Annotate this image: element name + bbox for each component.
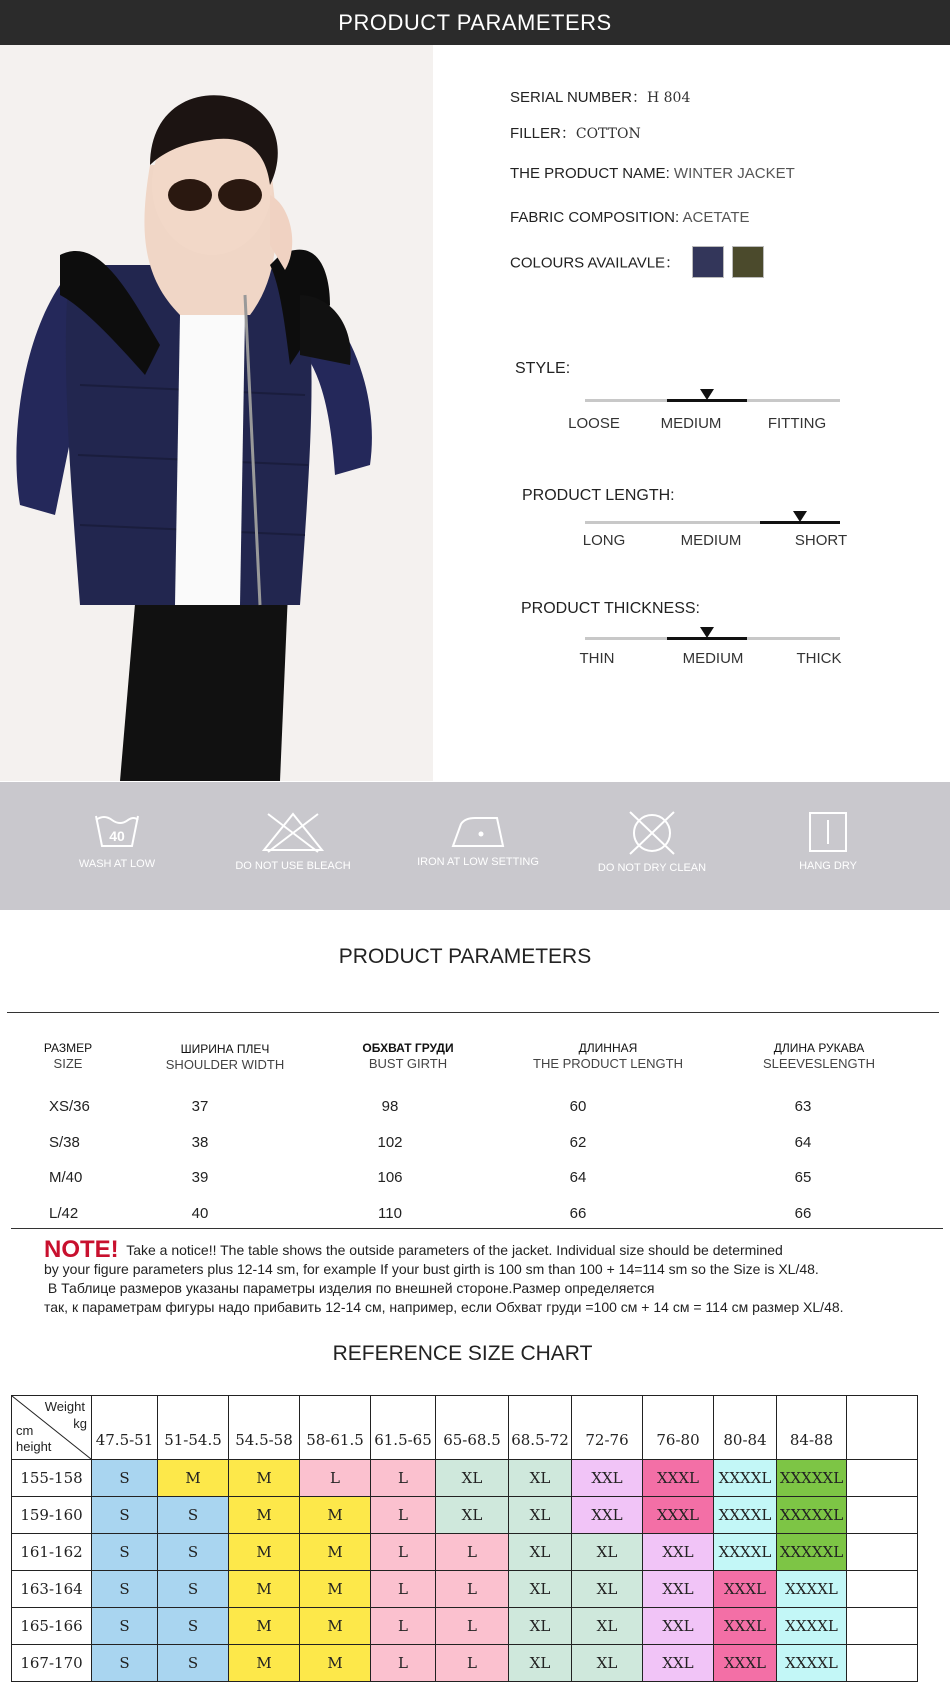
care-iron xyxy=(388,810,568,868)
size-cell xyxy=(847,1608,918,1645)
size-cell: XXXXL xyxy=(777,1571,847,1608)
size-cell: XL xyxy=(509,1460,572,1497)
size-cell: XXXL xyxy=(714,1571,777,1608)
weight-header-cell: 58-61.5 xyxy=(300,1396,371,1460)
size-cell: S xyxy=(92,1460,158,1497)
size-cell: L xyxy=(436,1571,509,1608)
param-value-cell: 98 xyxy=(381,1098,399,1115)
length-option-short: SHORT xyxy=(794,532,848,549)
size-cell: XXXXL xyxy=(777,1608,847,1645)
corner-cm-label: cm xyxy=(16,1423,34,1438)
care-wash-label: WASH AT LOW xyxy=(78,858,156,870)
size-cell: M xyxy=(300,1645,371,1682)
size-cell xyxy=(847,1534,918,1571)
weight-header-cell: 76-80 xyxy=(643,1396,714,1460)
weight-header-cell: 80-84 xyxy=(714,1396,777,1460)
size-cell: S xyxy=(158,1534,229,1571)
length-option-long: LONG xyxy=(582,532,626,549)
size-cell: XL xyxy=(509,1571,572,1608)
size-cell: M xyxy=(229,1497,300,1534)
parameters-title: PRODUCT PARAMETERS xyxy=(338,945,592,968)
note-line-4: так, к параметрам фигуры надо прибавить 12-14 см, например, если Обхват груди =100 см + 14 см = 114 см размер XL/48. xyxy=(44,1299,844,1315)
note-line-2: by your figure parameters plus 12-14 sm, for example If your bust girth is 100 sm than 100 + 14=114 sm so the Size is XL/48. xyxy=(44,1261,819,1277)
size-cell: M xyxy=(300,1571,371,1608)
size-cell: XXXL xyxy=(714,1608,777,1645)
serial-number-row xyxy=(510,86,690,107)
size-cell: XL xyxy=(572,1608,643,1645)
filler-row xyxy=(510,122,641,143)
size-cell: XXXXXL xyxy=(777,1534,847,1571)
reference-chart-title: REFERENCE SIZE CHART xyxy=(332,1342,593,1365)
col-header-sleeve-ru: ДЛИНА РУКАВА xyxy=(773,1041,865,1055)
weight-header-cell: 65-68.5 xyxy=(436,1396,509,1460)
size-cell: XXXXL xyxy=(714,1534,777,1571)
care-bleach-label: DO NOT USE BLEACH xyxy=(235,860,351,872)
no-dry-clean-icon xyxy=(624,810,680,856)
col-header-bust xyxy=(348,1040,468,1072)
colour-swatch-navy[interactable] xyxy=(692,246,724,278)
col-header-sleeve xyxy=(744,1040,894,1072)
size-cell: XXXXL xyxy=(714,1497,777,1534)
care-hang-dry xyxy=(738,810,918,872)
thickness-option-thin: THIN xyxy=(579,650,615,667)
reference-row xyxy=(12,1571,918,1608)
length-scale-title: PRODUCT LENGTH: xyxy=(522,487,675,504)
weight-header-cell: 47.5-51 xyxy=(92,1396,158,1460)
size-cell: XXL xyxy=(643,1645,714,1682)
size-cell: M xyxy=(158,1460,229,1497)
weight-header-cell xyxy=(847,1396,918,1460)
model-wearing-jacket-image xyxy=(0,45,433,781)
reference-row xyxy=(12,1645,918,1682)
filler-label: FILLER： xyxy=(510,125,576,142)
size-cell: XXXL xyxy=(643,1460,714,1497)
note-line-1 xyxy=(44,1236,924,1263)
param-value-cell: 39 xyxy=(191,1169,209,1186)
size-cell: XXL xyxy=(572,1460,643,1497)
size-cell: XL xyxy=(572,1645,643,1682)
weight-header-cell: 68.5-72 xyxy=(509,1396,572,1460)
size-cell: M xyxy=(229,1608,300,1645)
size-cell xyxy=(847,1497,918,1534)
reference-row xyxy=(12,1460,918,1497)
size-cell: L xyxy=(436,1608,509,1645)
size-cell: XXXXXL xyxy=(777,1460,847,1497)
height-cell: 163-164 xyxy=(12,1571,92,1608)
size-cell: L xyxy=(371,1571,436,1608)
product-name-label: THE PRODUCT NAME: xyxy=(510,165,670,182)
care-iron-label: IRON AT LOW SETTING xyxy=(417,856,539,868)
size-note xyxy=(44,1236,924,1317)
size-cell: S xyxy=(158,1571,229,1608)
style-option-loose: LOOSE xyxy=(568,415,620,432)
note-line-3: В Таблице размеров указаны параметры изделия по внешней стороне.Размер определяется xyxy=(44,1280,655,1296)
corner-height-label: height xyxy=(16,1439,52,1454)
colours-label: COLOURS AVAILAVLE： xyxy=(510,254,681,272)
size-cell: L xyxy=(371,1497,436,1534)
size-cell: XXXL xyxy=(643,1497,714,1534)
param-value-cell: 37 xyxy=(191,1098,209,1115)
col-header-length-ru: ДЛИННАЯ xyxy=(578,1041,638,1055)
param-value-cell: 63 xyxy=(794,1098,812,1115)
style-scale-title: STYLE: xyxy=(515,360,571,377)
param-size-cell: S/38 xyxy=(49,1134,80,1151)
reference-row xyxy=(12,1497,918,1534)
size-cell: L xyxy=(436,1645,509,1682)
size-cell: XL xyxy=(436,1460,509,1497)
col-header-size-en: SIZE xyxy=(53,1056,83,1071)
svg-text:40: 40 xyxy=(109,828,125,844)
param-value-cell: 38 xyxy=(191,1134,209,1151)
parameters-top-rule xyxy=(7,1012,939,1013)
size-cell: S xyxy=(92,1497,158,1534)
height-cell: 161-162 xyxy=(12,1534,92,1571)
col-header-shoulder-ru: ШИРИНА ПЛЕЧ xyxy=(180,1042,270,1056)
param-value-cell: 102 xyxy=(377,1134,403,1151)
size-cell: L xyxy=(371,1534,436,1571)
size-cell: XXXXL xyxy=(777,1645,847,1682)
height-cell: 165-166 xyxy=(12,1608,92,1645)
size-cell: M xyxy=(300,1497,371,1534)
size-cell: L xyxy=(436,1534,509,1571)
filler-value: COTTON xyxy=(575,126,641,142)
size-cell: XXXXL xyxy=(714,1460,777,1497)
size-cell xyxy=(847,1460,918,1497)
param-size-cell: M/40 xyxy=(49,1169,83,1186)
param-value-cell: 65 xyxy=(794,1169,812,1186)
size-cell: L xyxy=(371,1608,436,1645)
col-header-length xyxy=(513,1040,703,1072)
corner-weight-label: Weight xyxy=(44,1399,85,1414)
size-cell: M xyxy=(300,1534,371,1571)
thickness-scale-marker-icon xyxy=(700,627,714,638)
care-dry-clean xyxy=(562,810,742,874)
size-cell: S xyxy=(158,1608,229,1645)
fabric-label: FABRIC COMPOSITION: xyxy=(510,209,680,226)
style-option-fitting: FITTING xyxy=(767,415,827,432)
wash-40-icon xyxy=(92,810,142,852)
height-cell: 167-170 xyxy=(12,1645,92,1682)
size-cell: M xyxy=(229,1460,300,1497)
size-cell: XL xyxy=(509,1497,572,1534)
reference-header-row xyxy=(12,1396,918,1460)
size-cell: XXL xyxy=(643,1571,714,1608)
size-cell: M xyxy=(300,1608,371,1645)
iron-low-icon xyxy=(449,810,507,850)
param-size-cell: L/42 xyxy=(49,1205,79,1222)
reference-corner-cell xyxy=(12,1396,92,1460)
no-bleach-icon xyxy=(260,810,326,854)
col-header-size-ru: РАЗМЕР xyxy=(43,1041,93,1055)
size-cell: L xyxy=(371,1460,436,1497)
size-cell: S xyxy=(92,1571,158,1608)
thickness-option-medium: MEDIUM xyxy=(682,650,744,667)
size-cell: XXL xyxy=(643,1608,714,1645)
size-cell: S xyxy=(92,1534,158,1571)
col-header-sleeve-en: SLEEVESLENGTH xyxy=(763,1056,875,1071)
care-hang-dry-label: HANG DRY xyxy=(799,860,857,872)
weight-header-cell: 54.5-58 xyxy=(229,1396,300,1460)
col-header-bust-en: BUST GIRTH xyxy=(368,1056,448,1071)
param-value-cell: 106 xyxy=(377,1169,403,1186)
product-photo xyxy=(0,45,433,781)
care-wash xyxy=(27,810,207,870)
thickness-option-thick: THICK xyxy=(796,650,842,667)
height-cell: 159-160 xyxy=(12,1497,92,1534)
care-dry-clean-label: DO NOT DRY CLEAN xyxy=(597,862,707,874)
param-size-cell: XS/36 xyxy=(49,1098,90,1115)
thickness-scale-title: PRODUCT THICKNESS: xyxy=(521,600,700,617)
size-cell: L xyxy=(371,1645,436,1682)
size-cell: M xyxy=(229,1534,300,1571)
size-cell: XL xyxy=(572,1534,643,1571)
serial-value: H 804 xyxy=(646,90,691,106)
care-instructions xyxy=(0,782,950,910)
param-value-cell: 64 xyxy=(794,1134,812,1151)
size-cell: XXL xyxy=(643,1534,714,1571)
size-cell: S xyxy=(158,1645,229,1682)
hang-dry-icon xyxy=(806,810,850,854)
reference-row xyxy=(12,1534,918,1571)
param-value-cell: 110 xyxy=(378,1205,402,1222)
colour-swatch-olive[interactable] xyxy=(732,246,764,278)
serial-label: SERIAL NUMBER： xyxy=(510,89,647,106)
param-value-cell: 66 xyxy=(794,1205,812,1222)
colours-row xyxy=(510,246,764,278)
size-cell xyxy=(847,1645,918,1682)
size-cell: S xyxy=(158,1497,229,1534)
size-cell: XL xyxy=(572,1571,643,1608)
size-cell: XL xyxy=(509,1534,572,1571)
col-header-length-en: THE PRODUCT LENGTH xyxy=(533,1056,683,1071)
size-cell xyxy=(847,1571,918,1608)
care-bleach xyxy=(203,810,383,872)
product-name-value: WINTER JACKET xyxy=(673,165,795,182)
param-value-cell: 60 xyxy=(569,1098,587,1115)
size-cell: XL xyxy=(436,1497,509,1534)
product-name-row xyxy=(510,165,795,182)
col-header-size xyxy=(18,1040,118,1072)
size-cell: XXXXXL xyxy=(777,1497,847,1534)
size-cell: M xyxy=(229,1571,300,1608)
reference-size-chart xyxy=(11,1395,918,1682)
param-value-cell: 40 xyxy=(191,1205,209,1222)
fabric-row xyxy=(510,209,749,226)
note-heading: NOTE! xyxy=(44,1236,119,1263)
length-scale-marker-icon xyxy=(793,511,807,522)
size-cell: S xyxy=(92,1608,158,1645)
col-header-shoulder-en: SHOULDER WIDTH xyxy=(165,1057,285,1072)
note-text-1: Take a notice!! The table shows the outside parameters of the jacket. Individual size should be determined xyxy=(126,1242,783,1258)
weight-header-cell: 84-88 xyxy=(777,1396,847,1460)
size-cell: L xyxy=(300,1460,371,1497)
param-value-cell: 64 xyxy=(569,1169,587,1186)
col-header-shoulder xyxy=(145,1041,305,1073)
size-cell: M xyxy=(229,1645,300,1682)
weight-header-cell: 72-76 xyxy=(572,1396,643,1460)
style-scale-marker-icon xyxy=(700,389,714,400)
style-option-medium: MEDIUM xyxy=(660,415,722,432)
param-value-cell: 66 xyxy=(569,1205,587,1222)
page-header: PRODUCT PARAMETERS xyxy=(0,0,950,45)
size-cell: S xyxy=(92,1645,158,1682)
corner-kg-label: kg xyxy=(73,1416,87,1431)
col-header-bust-ru: ОБХВАТ ГРУДИ xyxy=(362,1041,454,1055)
parameters-bottom-rule xyxy=(11,1228,943,1229)
size-cell: XL xyxy=(509,1645,572,1682)
reference-row xyxy=(12,1608,918,1645)
weight-header-cell: 51-54.5 xyxy=(158,1396,229,1460)
size-cell: XXL xyxy=(572,1497,643,1534)
fabric-value: ACETATE xyxy=(682,209,750,226)
length-option-medium: MEDIUM xyxy=(680,532,742,549)
size-cell: XXXL xyxy=(714,1645,777,1682)
height-cell: 155-158 xyxy=(12,1460,92,1497)
param-value-cell: 62 xyxy=(569,1134,587,1151)
size-cell: XL xyxy=(509,1608,572,1645)
weight-header-cell: 61.5-65 xyxy=(371,1396,436,1460)
